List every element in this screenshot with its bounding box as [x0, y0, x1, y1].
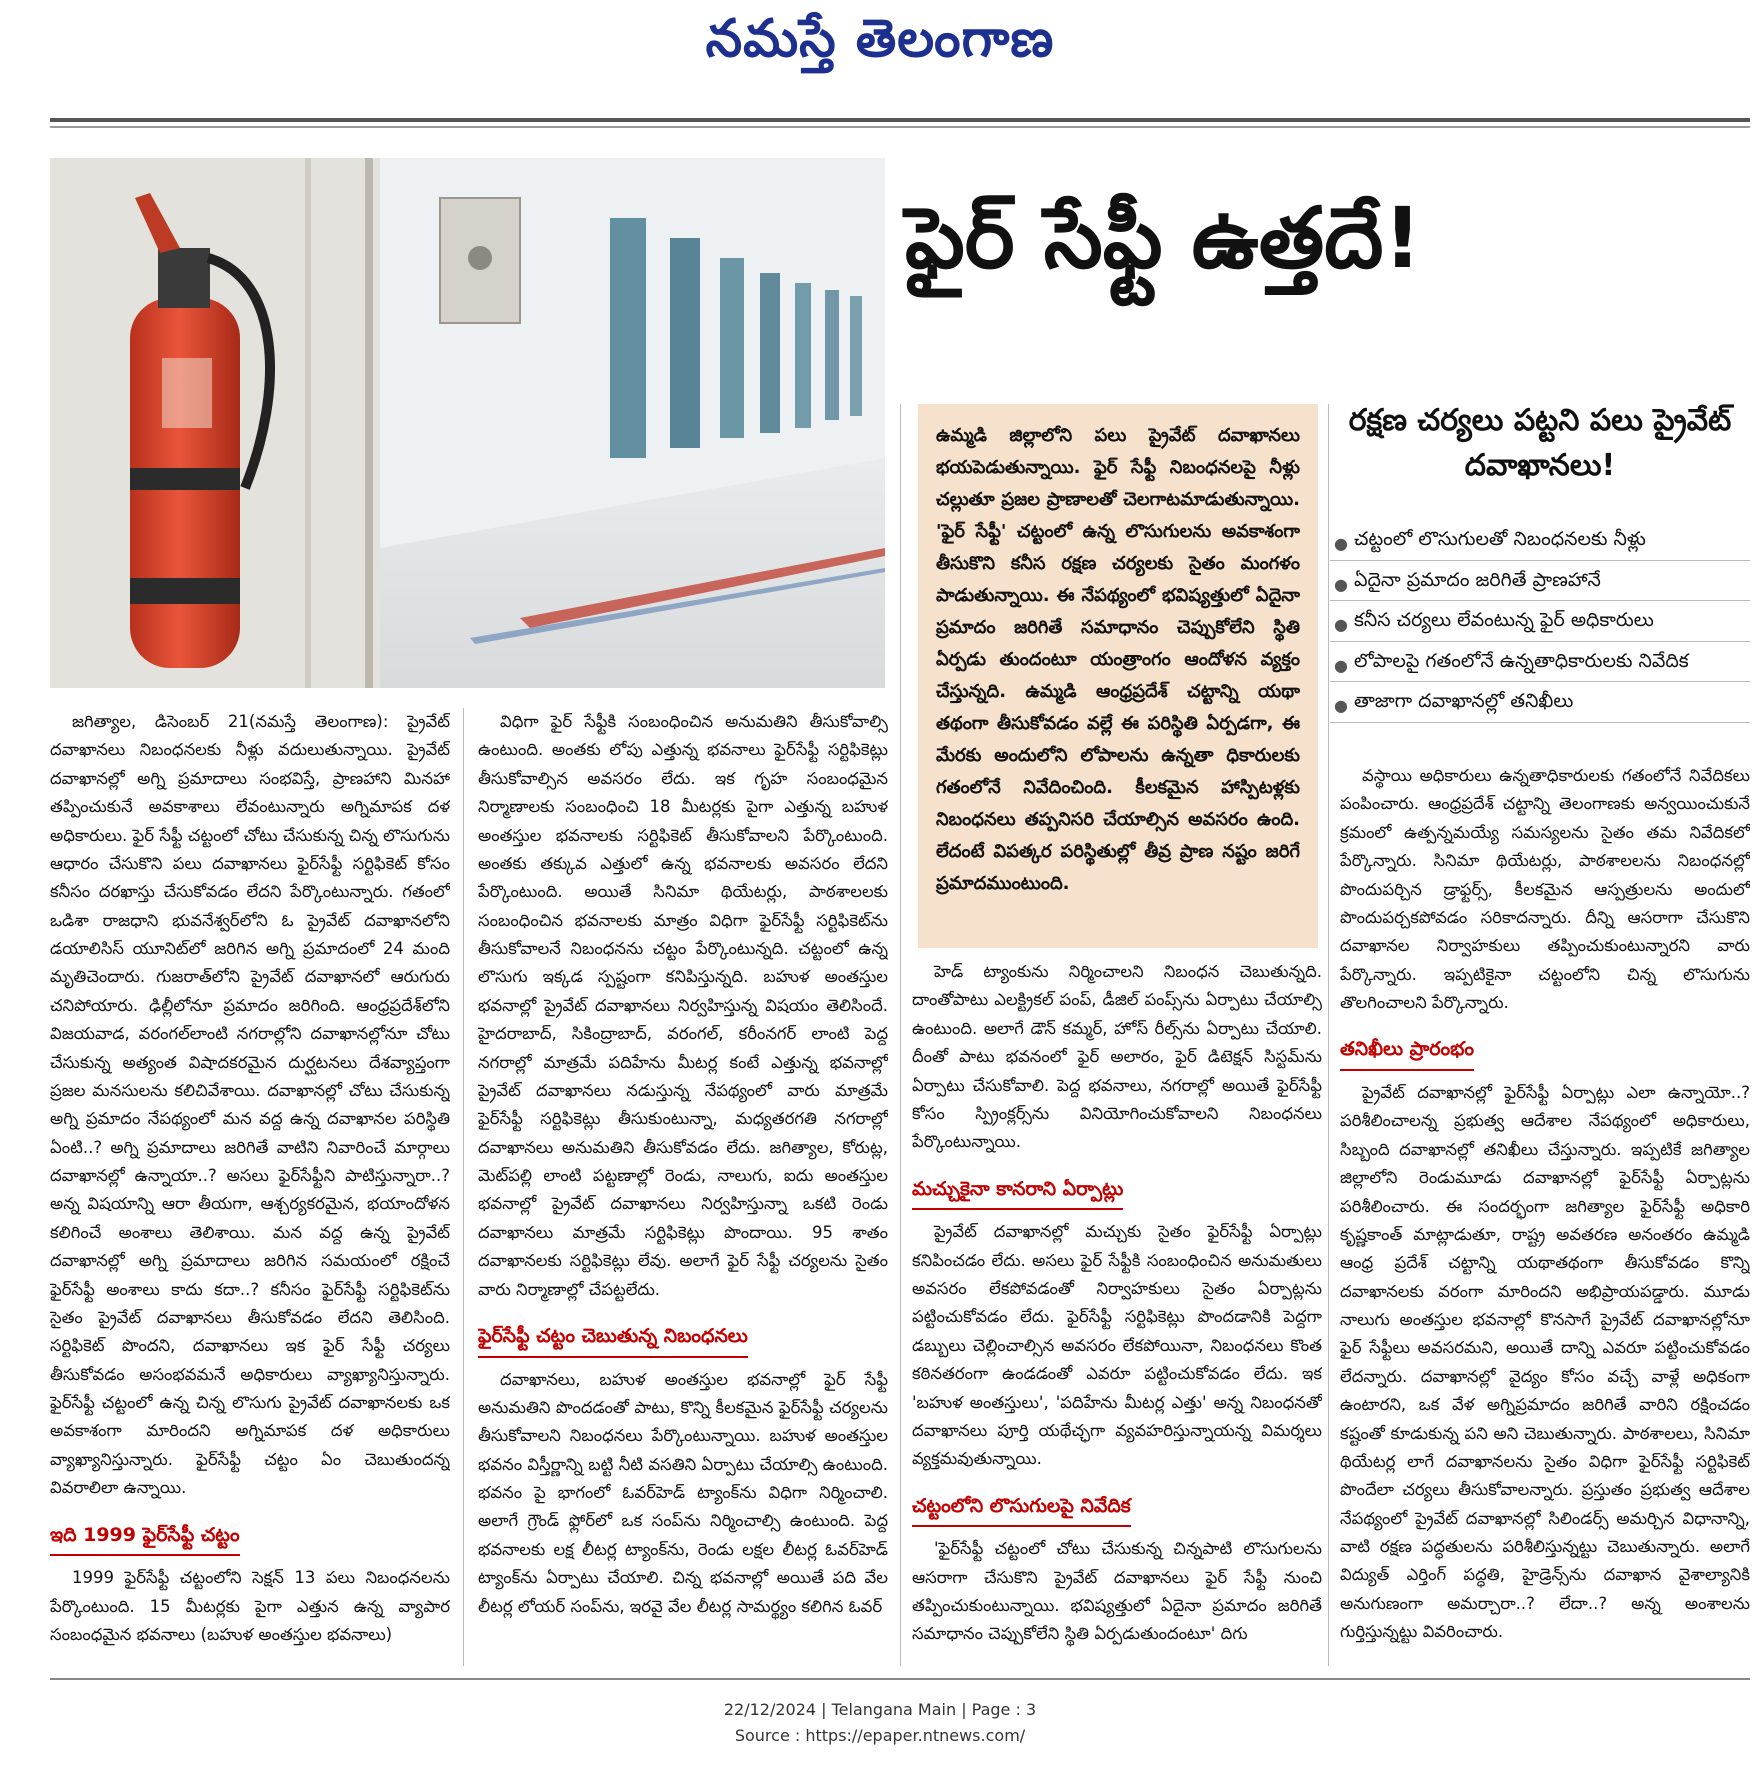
section-heading: తనిఖీలు ప్రారంభం — [1340, 1033, 1474, 1071]
key-point — [1330, 561, 1750, 602]
section-heading: ఫైర్‌సేఫ్టీ చట్టం చెబుతున్న నిబంధనలు — [478, 1320, 748, 1358]
intro-highlight-box: ఉమ్మడి జిల్లాలోని పలు ప్రైవేట్ దవాఖానలు భయపెడుతున్నాయి. ఫైర్ సేఫ్టీ నిబంధనలపై నీళ్లు చల్లుతూ ప్రజల ప్రాణాలతో చెలగాటమాడుతున్నాయి. 'ఫైర్ సేఫ్టీ' చట్టంలో ఉన్న లొసుగులను అవకాశంగా తీసుకొని కనీస రక్షణ చర్యలకు సైతం మంగళం పాడుతున్నాయి. ఈ నేపథ్యంలో భవిష్యత్తులో ఏదైనా ప్రమాదం జరిగితే సమాధానం చెప్పుకోలేని స్థితి ఏర్పడు తుందంటూ యంత్రాంగం ఆందోళన వ్యక్తం చేస్తున్నది. ఉమ్మడి ఆంధ్రప్రదేశ్ చట్టాన్ని యథా తథంగా తీసుకోవడం వల్లే ఈ పరిస్థితి ఏర్పడగా, ఈ మేరకు అందులోని లోపాలను ఉన్నతా ధికారులకు గతంలోనే నివేదించింది. కీలకమైన హాస్పిటళ్లకు నిబంధనలు తప్పనిసరి చేయాల్సిన అవసరం ఉంది. లేదంటే విపత్కర పరిస్థితుల్లో తీవ్ర ప్రాణ నష్టం జరిగే ప్రమాదముంటుంది. — [918, 404, 1318, 948]
paragraph: 'ఫైర్‌సేఫ్టీ చట్టంలో చోటు చేసుకున్న చిన్నపాటి లొసుగులను ఆసరాగా చేసుకొని ప్రైవేట్ దవాఖానలు ఫైర్ సేఫ్టీ నుంచి తప్పించుకుంటున్నాయి. భవిష్యత్తులో ఏదైనా ప్రమాదం జరిగితే సమాధానం చెప్పుకోలేని స్థితి ఏర్పడుతుందంటూ' దిగు — [912, 1539, 1322, 1644]
paragraph: 1999 ఫైర్‌సేఫ్టీ చట్టంలోని సెక్షన్ 13 పలు నిబంధనలను పేర్కొంటుంది. 15 మీటర్లకు పైగా ఎత్తున ఉన్న వ్యాపార సంబంధమైన భవనాలు (బహుళ అంతస్తుల భవనాలు) — [50, 1568, 450, 1644]
key-point — [1330, 642, 1750, 683]
fire-extinguisher-photo — [50, 158, 885, 688]
key-point-text: చట్టంలో లొసుగులతో నిబంధనలకు నీళ్లు — [1354, 528, 1646, 550]
column-divider — [900, 404, 901, 1666]
key-point-text: ఏదైనా ప్రమాదం జరిగితే ప్రాణహానే — [1354, 568, 1601, 591]
key-point — [1330, 601, 1750, 642]
subheadline: రక్షణ చర్యలు పట్టని పలు ప్రైవేట్ దవాఖానలు! — [1348, 403, 1732, 483]
paragraph: జగిత్యాల, డిసెంబర్ 21(నమస్తే తెలంగాణ): ప్రైవేట్ దవాఖానలు నిబంధనలకు నీళ్లు వదులుతున్నాయి. ప్రైవేట్ దవాఖానల్లో అగ్ని ప్రమాదాలు సంభవిస్తే, ప్రాణహాని మినహా తప్పించుకునే అవకాశాలు లేవంటున్నారు అగ్నిమాపక దళ అధికారులు. ఫైర్ సేఫ్టీ చట్టంలో చోటు చేసుకున్న చిన్న లొసుగును ఆధారం చేసుకొని పలు దవాఖానలు ఫైర్‌సేఫ్టీ సర్టిఫికెట్ కోసం కనీసం దరఖాస్తు చేసుకోవడం లేదని పేర్కొంటున్నారు. గతంలో ఒడిశా రాజధాని భువనేశ్వర్‌లోని ఓ ప్రైవేట్ దవాఖానలోని డయాలిసిస్ యూనిట్‌లో జరిగిన అగ్ని ప్రమాదంలో 24 మంది మృతిచెందారు. గుజరాత్‌లోని ప్రైవేట్ దవాఖానలో ఆరుగురు చనిపోయారు. ఢిల్లీలోనూ ప్రమాదం జరిగింది. ఆంధ్రప్రదేశ్‌లోని విజయవాడ, వరంగల్‌లాంటి నగరాల్లోని దవాఖానల్లోనూ చోటు చేసుకున్న అత్యంత విషాదకరమైన దుర్ఘటనలు దేశవ్యాప్తంగా ప్రజల మనసులను కలిచివేశాయి. దవాఖానల్లో చోటు చేసుకున్న అగ్ని ప్రమాదం నేపథ్యంలో మన వద్ద ఉన్న దవాఖానల పరిస్థితి ఏంటి..? అగ్ని ప్రమాదాలు జరిగితే వాటిని నివారించే మార్గాలు దవాఖానల్లో ఉన్నాయా..? అసలు ఫైర్‌సేఫ్టీని పాటిస్తున్నారా..? అన్న విషయాన్ని ఆరా తీయగా, ఆశ్చర్యకరమైన, భయాందోళన కలిగించే అంశాలు తెలిశాయి. మన వద్ద ఉన్న ప్రైవేట్ దవాఖానల్లో అగ్ని ప్రమాదాలు జరిగిన సమయంలో రక్షించే ఫైర్‌సేఫ్టీ అంశాలు కాదు కదా..? కనీసం ఫైర్‌సేఫ్టీ సర్టిఫికెట్‌ను సైతం ప్రైవేట్ దవాఖానలు తీసుకోవడం లేదని తెలిసింది. సర్టిఫికెట్ పొందని, దవాఖానలు ఇక ఫైర్ సేఫ్టీ చర్యలు తీసుకోవడం అసంభవమనే అధికారులు వ్యాఖ్యానిస్తున్నారు. ఫైర్‌సేఫ్టీ చట్టంలో ఉన్న చిన్న లొసుగు ప్రైవేట్ దవాఖానలకు ఒక అవకాశంగా మారిందని అగ్నిమాపక దళ అధికారులు వ్యాఖ్యానిస్తున్నారు. ఫైర్‌సేఫ్టీ చట్టం ఏం చెబుతుందన్న వివరాలిలా ఉన్నాయి. — [50, 712, 450, 1498]
paragraph: దవాఖానలు, బహుళ అంతస్తుల భవనాల్లో ఫైర్ సేఫ్టీ అనుమతిని పొందడంతో పాటు, కొన్ని కీలకమైన ఫైర్‌సేఫ్టీ చర్యలను తీసుకోవాలని నిబంధనలు పేర్కొంటున్నాయి. బహుళ అంతస్తుల భవనం విస్తీర్ణాన్ని బట్టి నీటి వసతిని ఏర్పాటు చేయాల్సి ఉంటుంది. భవనం పై భాగంలో ఓవర్‌హెడ్ ట్యాంక్‌ను విధిగా నిర్మించాలి. అలాగే గ్రౌండ్ ఫ్లోర్‌లో ఒక సంప్‌ను నిర్మించాల్సి ఉంటుంది. పెద్ద భవనాలకు లక్ష లీటర్ల ట్యాంక్‌ను, రెండు లక్షల లీటర్ల ఓవర్‌హెడ్ ట్యాంక్‌ను ఏర్పాటు చేయాలి. చిన్న భవనాల్లో అయితే పది వేల లీటర్ల లోయర్ సంప్‌ను, ఇరవై వేల లీటర్ల సామర్థ్యం కలిగిన ఓవర్ — [478, 1369, 888, 1616]
bullet-icon: ● — [1334, 615, 1348, 635]
article-column-1 — [50, 708, 450, 1666]
key-point-text: లోపాలపై గతంలోనే ఉన్నతాధికారులకు నివేదిక — [1354, 649, 1689, 672]
key-point-text: కనీస చర్యలు లేవంటున్న ఫైర్ అధికారులు — [1354, 609, 1654, 632]
bullet-icon: ● — [1334, 574, 1348, 594]
bullet-icon: ● — [1334, 696, 1348, 716]
footer-edition-info: 22/12/2024 | Telangana Main | Page : 3 — [723, 1700, 1037, 1719]
bullet-icon: ● — [1334, 534, 1348, 553]
footer-source-link[interactable]: Source : https://epaper.ntnews.com/ — [734, 1726, 1026, 1745]
article-photo — [50, 158, 885, 688]
key-point — [1330, 520, 1750, 561]
article-column-4 — [1340, 762, 1750, 1666]
key-points-list — [1330, 520, 1750, 723]
section-heading: మచ్చుకైనా కానరాని ఏర్పాట్లు — [912, 1173, 1123, 1211]
paragraph: ప్రైవేట్ దవాఖానల్లో ఫైర్‌సేఫ్టీ ఏర్పాట్లు ఎలా ఉన్నాయో..? పరిశీలించాలన్న ప్రభుత్వ ఆదేశాల నేపథ్యంలో అధికారులు, సిబ్బంది దవాఖానల్లో తనిఖీలు చేస్తున్నారు. ఇప్పటికే జగిత్యాల జిల్లాలోని రెండుమూడు దవాఖానల్లో ఫైర్‌సేఫ్టీ ఏర్పాట్లను పరిశీలించారు. ఈ సందర్భంగా జగిత్యాల ఫైర్‌సేఫ్టీ అధికారి కృష్ణకాంత్ మాట్లాడుతూ, రాష్ట్ర అవతరణ అనంతరం ఉమ్మడి ఆంధ్ర ప్రదేశ్ చట్టాన్ని యథాతథంగా తీసుకోవడం కొన్ని దవాఖానలకు వరంగా మారిందని అభిప్రాయపడ్డారు. మూడు నాలుగు అంతస్తుల భవనాల్లో కొనసాగే ప్రైవేట్ దవాఖానల్లోనూ ఫైర్ సేఫ్టీలు అవసరమని, అయితే దాన్ని ఎవరూ పట్టించుకోవడం లేదన్నారు. దవాఖానల్లో వైద్యం కోసం వచ్చే వాళ్లే అధికంగా ఉంటారని, ఒక వేళ అగ్నిప్రమాదం జరిగితే వారిని రక్షించడం కష్టంతో కూడుకున్న పని అని చెబుతున్నారు. పాఠశాలలు, సినిమా థియేటర్ల లాగే దవాఖానలను సైతం విధిగా ఫైర్‌సేఫ్టీ సర్టిఫికెట్ పొందేలా చర్యలు తీసుకోవాలన్నారు. ప్రస్తుతం ప్రభుత్వ ఆదేశాల నేపథ్యంలో ప్రైవేట్ దవాఖానల్లో సిలిండర్స్ అమర్చిన విధానాన్ని, వాటి రక్షణ పద్ధతులను పరిశీలిస్తున్నట్టు చెబుతున్నారు. అలాగే విద్యుత్ ఎర్తింగ్ పద్ధతి, హైడ్రెన్స్‌ను దవాఖాన వైశాల్యానికి అనుగుణంగా అమర్చారా..? లేదా..? అన్న అంశాలను గుర్తిస్తున్నట్టు వివరించారు. — [1340, 1083, 1750, 1642]
article-column-3 — [912, 958, 1322, 1666]
column-divider — [463, 708, 464, 1666]
paragraph: విధిగా ఫైర్ సేఫ్టీకి సంబంధించిన అనుమతిని తీసుకోవాల్సి ఉంటుంది. అంతకు లోపు ఎత్తున్న భవనాలు ఫైర్‌సేఫ్టీ సర్టిఫికెట్లు తీసుకోవాల్సిన అవసరం లేదు. ఇక గృహ సంబంధమైన నిర్మాణాలకు సంబంధించి 18 మీటర్లకు పైగా ఎత్తున్న బహుళ అంతస్తుల భవనాలకు సర్టిఫికెట్ తీసుకోవాలని పేర్కొంటుంది. అంతకు తక్కువ ఎత్తులో ఉన్న భవనాలకు అవసరం లేదని పేర్కొంటుంది. అయితే సినిమా థియేటర్లు, పాఠశాలలకు సంబంధించిన భవనాలకు మాత్రం విధిగా ఫైర్‌సేఫ్టీ సర్టిఫికెట్‌ను తీసుకోవాలనే నిబంధనను చట్టం పేర్కొంటున్నది. చట్టంలో ఉన్న లొసుగు ఇక్కడ స్పష్టంగా కనిపిస్తున్నది. బహుళ అంతస్తుల భవనాల్లో ప్రైవేట్ దవాఖానలు నిర్వహిస్తున్న విషయం తెలిసిందే. హైదరాబాద్, సికింద్రాబాద్, వరంగల్, కరీంనగర్ లాంటి పెద్ద నగరాల్లో మాత్రమే పదిహేను మీటర్ల కంటే ఎత్తున్న భవనాల్లో ప్రైవేట్ దవాఖానలు నడుస్తున్న నేపథ్యంలో వారు మాత్రమే ఫైర్‌సేఫ్టీ సర్టిఫికెట్లు తీసుకుంటున్నా, మధ్యతరగతి నగరాల్లో దవాఖానలు అనుమతిని తీసుకోవడం లేదు. జగిత్యాల, కోరుట్ల, మెట్‌పల్లి లాంటి పట్టణాల్లో రెండు, నాలుగు, ఐదు అంతస్తుల భవనాల్లో ప్రైవేట్ దవాఖానలు నిర్వహిస్తున్నా ఒకటి రెండు దవాఖానలు మాత్రమే సర్టిఫికెట్లు పొందాయి. 95 శాతం దవాఖానలకు సర్టిఫికెట్లు లేవు. అలాగే ఫైర్ సేఫ్టీ చర్యలను సైతం వారు నిర్మాణాల్లో చేపట్టలేదు. — [478, 712, 888, 1299]
masthead-logo: నమస్తే తెలంగాణ — [705, 8, 1055, 69]
masthead-rule-thin — [50, 126, 1750, 128]
paragraph: ప్రైవేట్ దవాఖానల్లో మచ్చుకు సైతం ఫైర్‌సేఫ్టీ ఏర్పాట్లు కనిపించడం లేదు. అసలు ఫైర్ సేఫ్టీకి సంబంధించిన అనుమతులు అవసరం లేకపోవడంతో నిర్వాహకులు సైతం ఏర్పాట్లను పట్టించుకోవడం లేదు. ఫైర్‌సేఫ్టీ సర్టిఫికెట్లు పొందడానికి పెద్దగా డబ్బులు చెల్లించాల్సిన అవసరం లేకపోయినా, నిబంధనలు కొంత కఠినతరంగా ఉండడంతో ఎవరూ పట్టించుకోవడం లేదు. ఇక 'బహుళ అంతస్తులు', 'పదిహేను మీటర్ల ఎత్తు' అన్న నిబంధనతో దవాఖానలు పూర్తి యథేచ్ఛగా వ్యవహరిస్తున్నాయన్న విమర్శలు వ్యక్తమవుతున్నాయి. — [912, 1222, 1322, 1469]
bullet-icon: ● — [1334, 655, 1348, 675]
paragraph: వస్థాయి అధికారులు ఉన్నతాధికారులకు గతంలోనే నివేదికలు పంపించారు. ఆంధ్రప్రదేశ్ చట్టాన్ని తెలంగాణకు అన్వయించుకునే క్రమంలో ఉత్పన్నమయ్యే సమస్యలను సైతం తమ నివేదికలో పేర్కొన్నారు. సినిమా థియేటర్లు, పాఠశాలలను నిబంధనల్లో పొందుపర్చిన డ్రాఫ్టర్స్, కీలకమైన ఆస్పత్రులను అందులో పొందుపర్చకపోవడం సరికాదన్నారు. దీన్ని ఆసరాగా చేసుకొని దవాఖానల నిర్వాహకులు తప్పించుకుంటున్నారని వారు పేర్కొన్నారు. ఇప్పటికైనా చట్టంలోని చిన్న లొసుగును తొలగించాలని పేర్కొన్నారు. — [1340, 766, 1750, 1012]
section-heading: ఇది 1999 ఫైర్‌సేఫ్టీ చట్టం — [50, 1519, 240, 1557]
footer-rule — [50, 1678, 1750, 1680]
section-heading: చట్టంలోని లొసుగులపై నివేదిక — [912, 1490, 1131, 1528]
article-column-2 — [478, 708, 888, 1666]
headline: ఫైర్ సేఫ్టీ ఉత్తదే! — [905, 189, 1422, 287]
masthead-rule — [50, 118, 1750, 122]
paragraph: హెడ్ ట్యాంకును నిర్మించాలని నిబంధన చెబుతున్నది. దాంతోపాటు ఎలక్ట్రికల్ పంప్, డీజిల్ పంప్స్‌ను ఏర్పాటు చేయాల్సి ఉంటుంది. అలాగే డౌన్ కమ్మర్, హోస్ రీల్స్‌ను ఏర్పాటు చేయాలి. దీంతో పాటు భవనంలో ఫైర్ అలారం, ఫైర్ డిటెక్షన్ సిస్టమ్‌ను ఏర్పాటు చేసుకోవాలి. పెద్ద భవనాలు, నగరాల్లో అయితే ఫైర్‌సేఫ్టీ కోసం స్ప్రింక్లర్స్‌ను వినియోగించుకోవాలని నిబంధనలు పేర్కొంటున్నాయి. — [912, 962, 1322, 1152]
key-point-text: తాజాగా దవాఖానల్లో తనిఖీలు — [1354, 690, 1574, 713]
key-point — [1330, 682, 1750, 723]
column-divider — [1328, 404, 1329, 1666]
